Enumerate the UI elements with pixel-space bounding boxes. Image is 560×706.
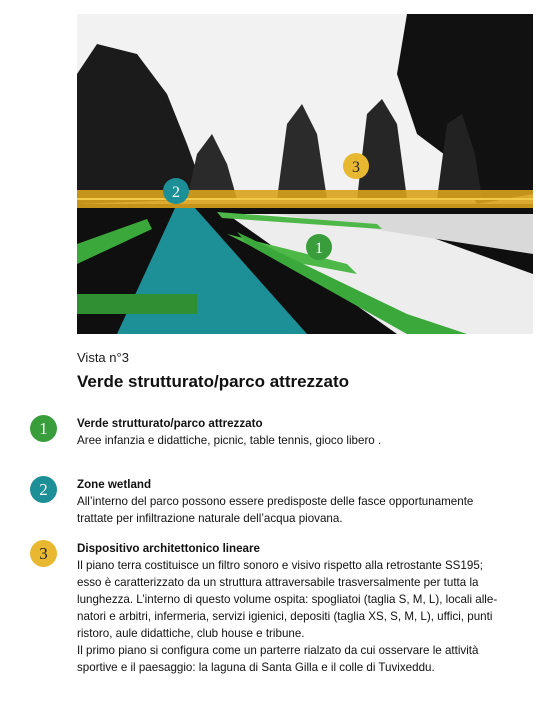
item-text-1: Aree infanzia e didattiche, picnic, table tennis, gioco libero . [77,434,382,447]
svg-text:3: 3 [352,159,360,176]
marker-1 [306,234,332,260]
park-rendering-image [77,14,533,334]
item-title-1: Verde strutturato/parco attrezzato [77,417,263,430]
item-title-2: Zone wetland [77,478,152,491]
item-title-3: Dispositivo architettonico lineare [77,542,260,555]
number-badge-3: 3 [30,540,57,567]
view-title: Verde strutturato/parco attrezzato [77,372,350,391]
item-text-3: Il piano terra costituisce un filtro sonoro e visivo rispetto alla retrostante SS195; esso è caratterizzato da un struttura attraversabile trasversalmente per tutta la lunghezza. L’interno di questo volume ospita: spogliatoi (taglia S, M, L), locali alle- natori e arbitri, infermeria, servizi igienici, depositi (taglia XS, S, M, L), uffici, punti ristoro, aule didattiche, club house e tribune. Il primo piano si configura come un parterre rialzato da cui osservare le attività sportive e il paesaggio: la laguna di Santa Gilla e il colle di Tuvixeddu. [77,559,498,674]
view-label: Vista n°3 [77,350,129,365]
svg-text:2: 2 [172,184,180,201]
marker-3 [343,153,369,179]
number-badge-2: 2 [30,476,57,503]
svg-text:1: 1 [315,240,323,257]
marker-2 [163,178,189,204]
item-text-2: All’interno del parco possono essere predisposte delle fasce opportunamente trattate per infiltrazione naturale dell’acqua piovana. [77,495,474,525]
number-badge-1: 1 [30,415,57,442]
